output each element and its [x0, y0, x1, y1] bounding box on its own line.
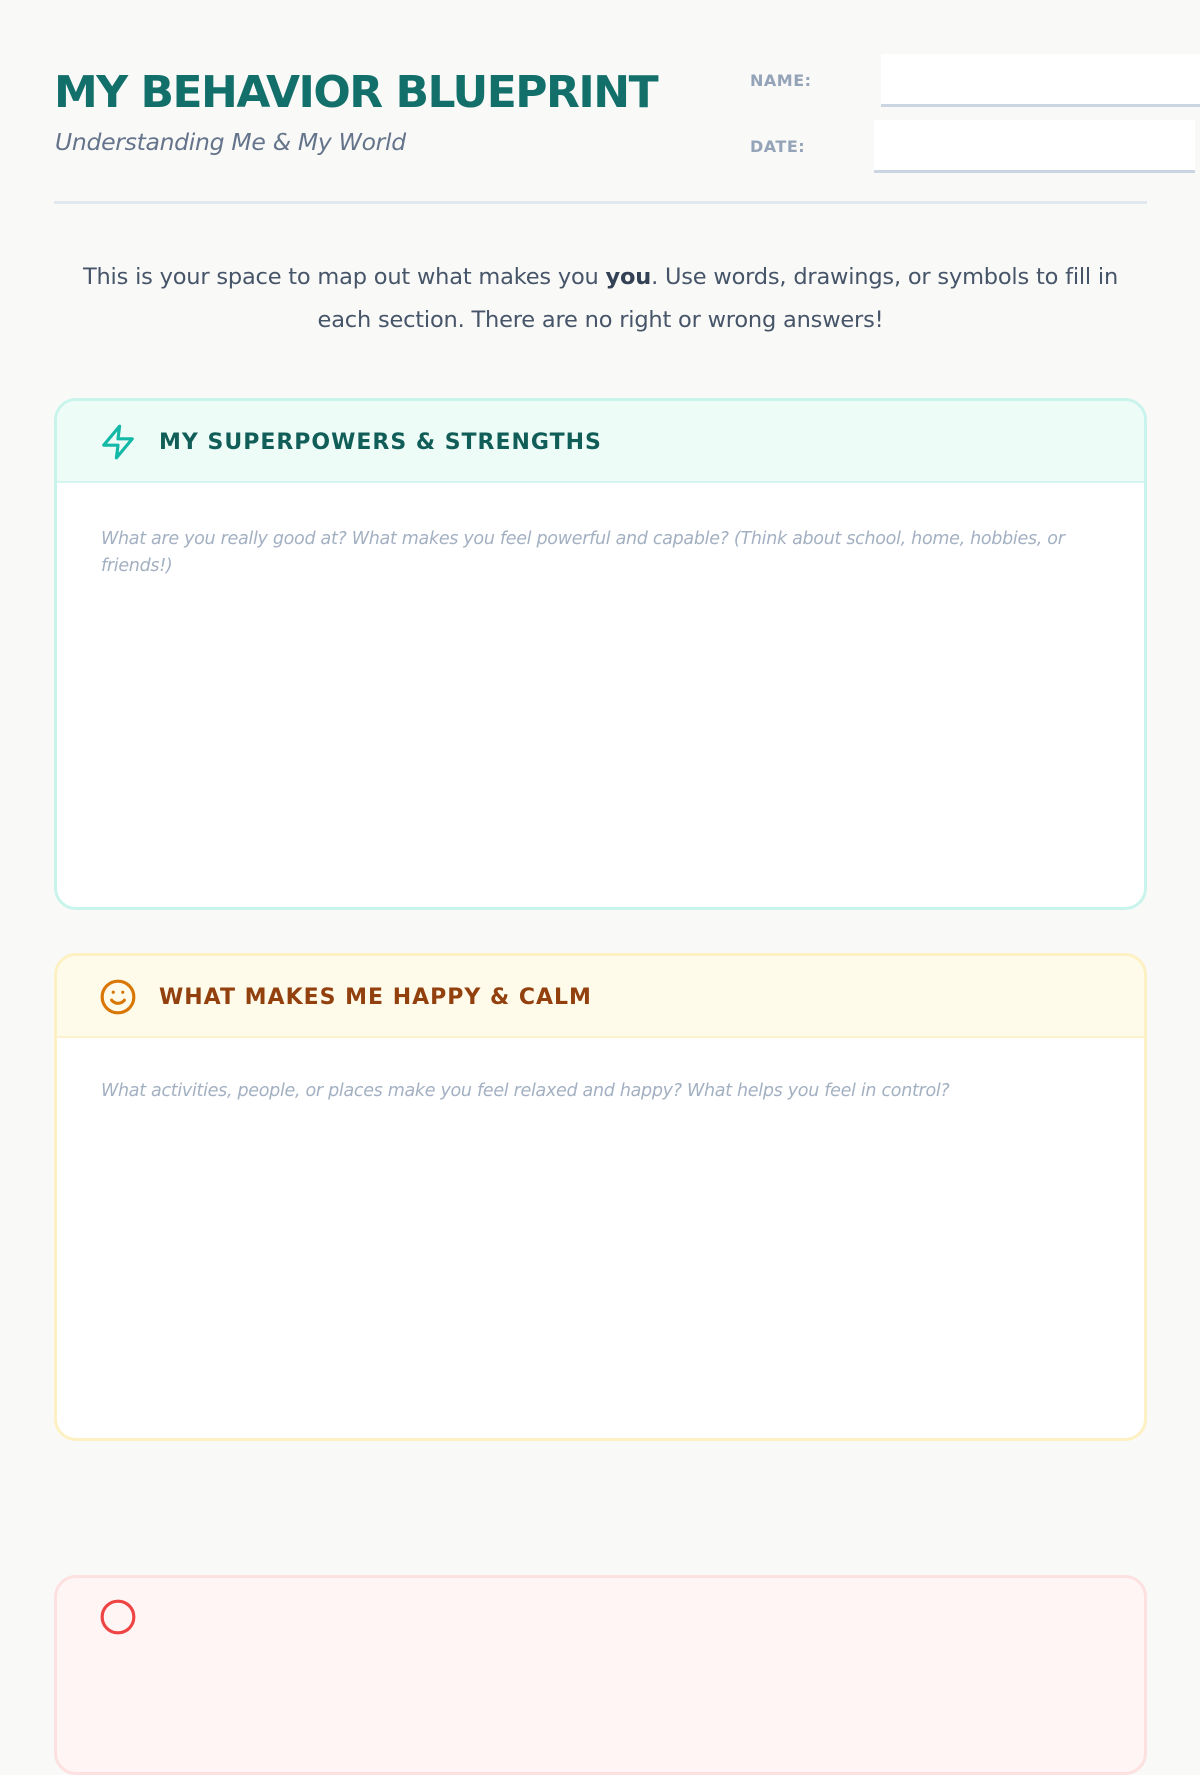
- happy-calm-prompt: What activities, people, or places make you feel relaxed and happy? What helps you feel in control?: [101, 1081, 950, 1101]
- happy-calm-section: [54, 953, 1147, 1441]
- name-label: NAME:: [750, 71, 812, 90]
- happy-calm-section-header: [57, 956, 1144, 1038]
- intro-text: [54, 256, 1147, 342]
- name-field[interactable]: [881, 54, 1200, 107]
- strengths-answer-area[interactable]: [101, 581, 1100, 877]
- lightning-bolt-icon: [99, 423, 137, 461]
- page-title: MY BEHAVIOR BLUEPRINT: [54, 67, 658, 118]
- third-section: [54, 1575, 1147, 1775]
- worksheet-header: [54, 0, 1147, 204]
- strengths-section: [54, 398, 1147, 910]
- strengths-prompt: What are you really good at? What makes you feel powerful and capable? (Think about school, home, hobbies, or friends!): [101, 529, 1065, 576]
- date-field[interactable]: [874, 120, 1195, 173]
- strengths-section-header: [57, 401, 1144, 483]
- worksheet-page: [54, 0, 1147, 1600]
- header-divider: [54, 201, 1147, 204]
- happy-calm-answer-area[interactable]: [101, 1116, 1100, 1408]
- happy-calm-section-title: WHAT MAKES ME HAPPY & CALM: [159, 985, 592, 1010]
- date-label: DATE:: [750, 137, 806, 156]
- intro-text-emphasis: you: [605, 264, 652, 290]
- intro-text-after: . Use words, drawings, or symbols to fill in each section. There are no right or wrong answers!: [317, 264, 1119, 333]
- intro-text-before: This is your space to map out what makes you: [82, 264, 606, 290]
- section-icon: [99, 1598, 137, 1636]
- smiley-face-icon: [99, 978, 137, 1016]
- page-subtitle: Understanding Me & My World: [55, 128, 406, 156]
- strengths-section-title: MY SUPERPOWERS & STRENGTHS: [159, 430, 602, 455]
